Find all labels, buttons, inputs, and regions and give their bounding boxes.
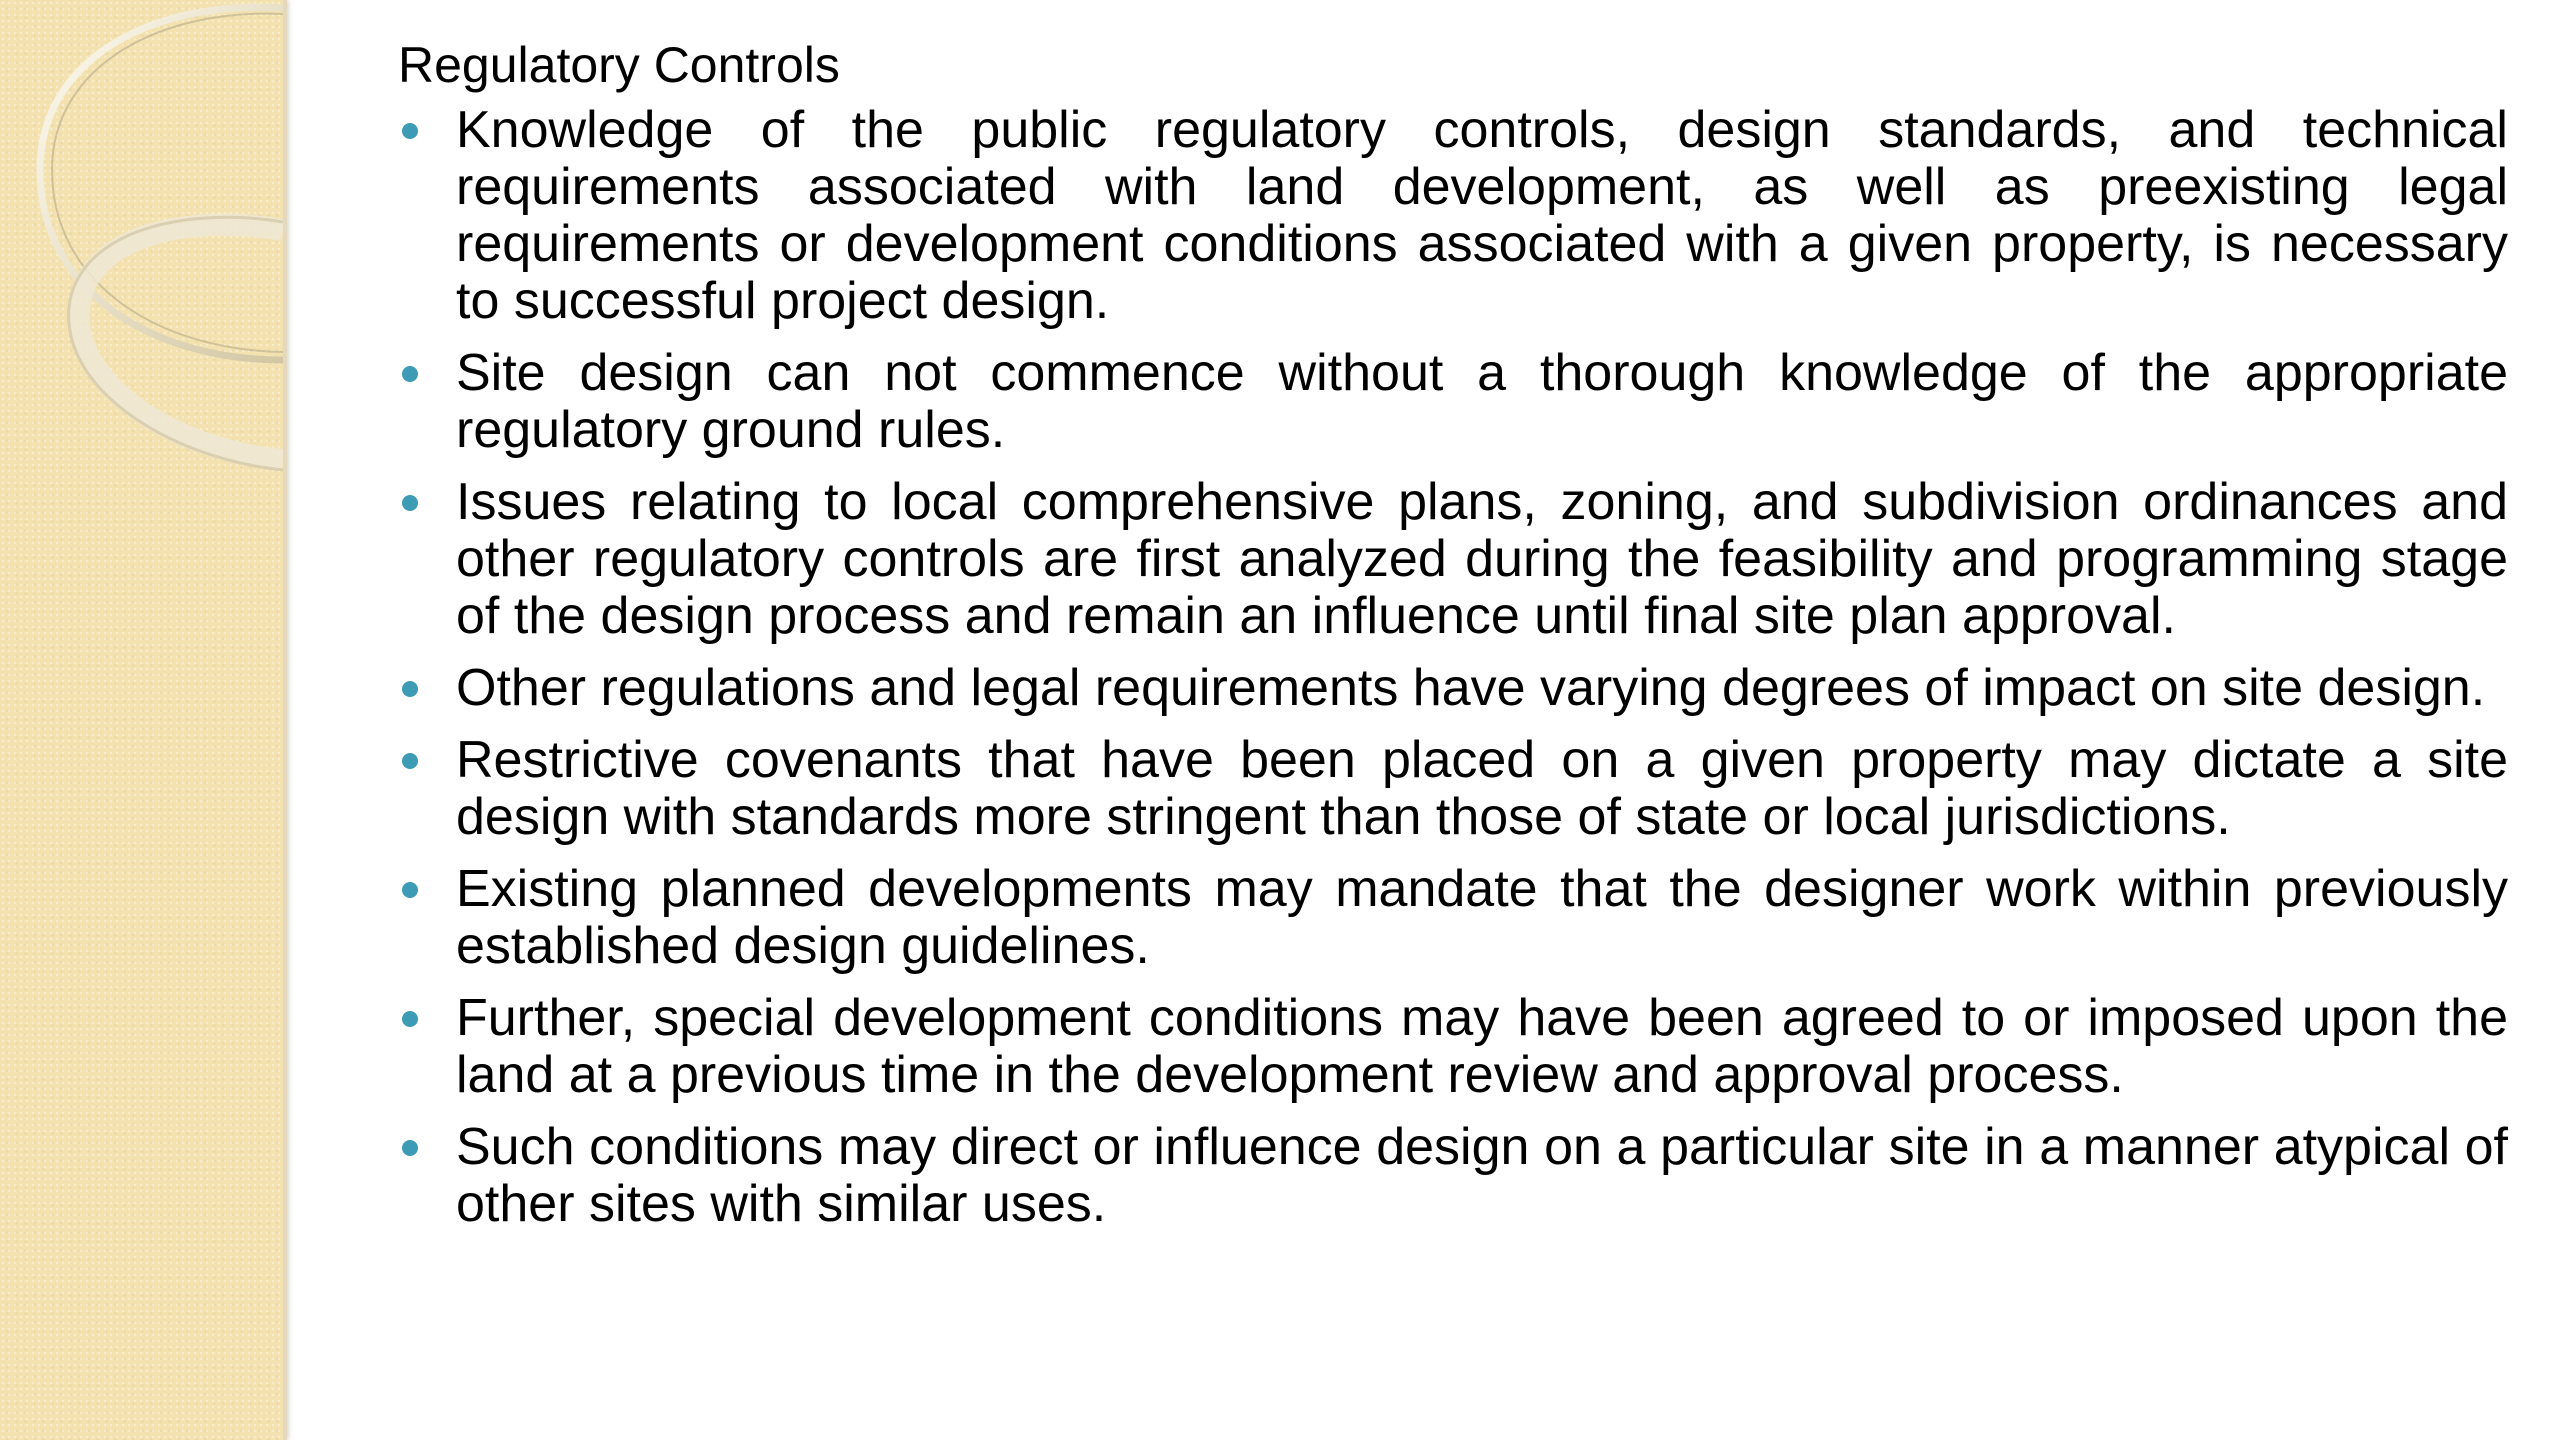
bullet-list [398, 102, 2508, 1233]
bullet-icon [402, 366, 418, 382]
bullet-item [398, 861, 2508, 975]
bullet-item [398, 990, 2508, 1104]
bullet-text: Site design can not commence without a thorough knowledge of the appropriate regulatory ground rules. [456, 344, 2508, 459]
bullet-icon [402, 495, 418, 511]
bullet-icon [402, 1011, 418, 1027]
bullet-text: Knowledge of the public regulatory controls, design standards, and technical requirements associated with land development, as well as preexisting legal requirements or development conditions associated with a given property, is necessary to successful project design. [456, 101, 2508, 330]
bullet-text: Restrictive covenants that have been placed on a given property may dictate a site design with standards more stringent than those of state or local jurisdictions. [456, 731, 2508, 846]
ring-ornament-icon [0, 0, 283, 520]
decorative-sidebar [0, 0, 287, 1440]
slide-content [398, 30, 2508, 1370]
bullet-text: Further, special development conditions may have been agreed to or imposed upon the land at a previous time in the development review and approval process. [456, 989, 2508, 1104]
bullet-text: Existing planned developments may mandate that the designer work within previously established design guidelines. [456, 860, 2508, 975]
slide-title: Regulatory Controls [398, 37, 840, 93]
bullet-icon [402, 753, 418, 769]
bullet-text: Such conditions may direct or influence design on a particular site in a manner atypical of other sites with similar uses. [456, 1118, 2508, 1233]
bullet-item [398, 345, 2508, 459]
bullet-icon [402, 123, 418, 139]
bullet-icon [402, 882, 418, 898]
bullet-icon [402, 1140, 418, 1156]
bullet-item [398, 102, 2508, 330]
bullet-item [398, 1119, 2508, 1233]
bullet-text: Other regulations and legal requirements have varying degrees of impact on site design. [456, 659, 2486, 717]
bullet-item [398, 474, 2508, 645]
bullet-text: Issues relating to local comprehensive plans, zoning, and subdivision ordinances and other regulatory controls are first analyzed during the feasibility and programming stage of the design process and remain an influence until final site plan approval. [456, 473, 2508, 645]
bullet-icon [402, 681, 418, 697]
bullet-item [398, 660, 2508, 717]
bullet-item [398, 732, 2508, 846]
